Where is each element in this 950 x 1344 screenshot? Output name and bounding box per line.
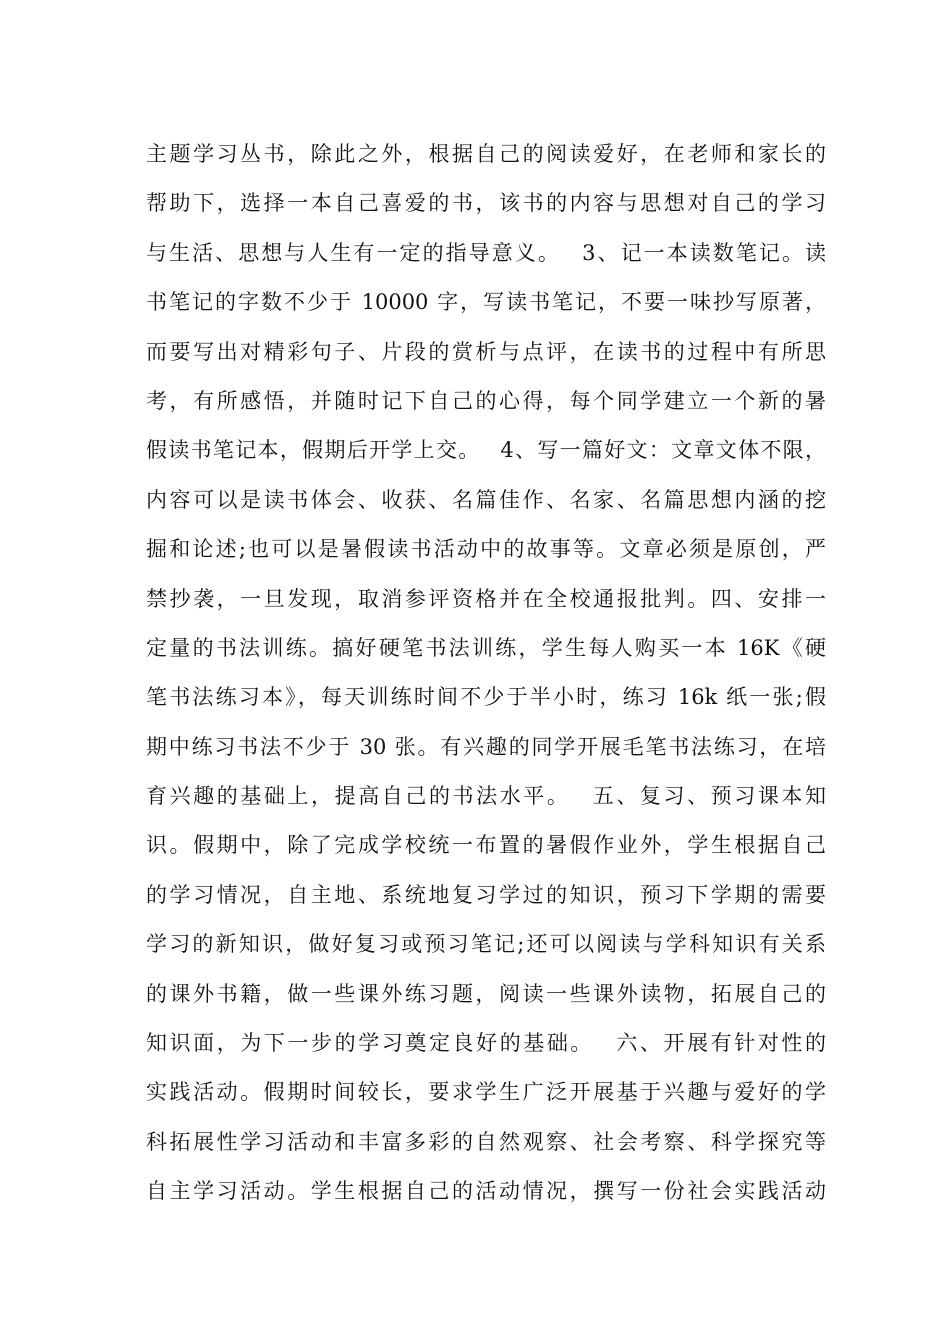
body-text — [146, 130, 826, 1217]
text-line: 而要写出对精彩句子、片段的赏析与点评，在读书的过程中有所思 — [146, 339, 826, 364]
text-line: 笔书法练习本》，每天训练时间不少于半小时，练习 16k 纸一张;假 — [146, 685, 826, 710]
text-line: 假读书笔记本，假期后开学上交。 4、写一篇好文：文章文体不限， — [146, 438, 826, 463]
text-line: 识。假期中，除了完成学校统一布置的暑假作业外，学生根据自己 — [146, 833, 826, 858]
text-line: 禁抄袭，一旦发现，取消参评资格并在全校通报批判。四、安排一 — [146, 586, 826, 611]
text-line: 知识面，为下一步的学习奠定良好的基础。 六、开展有针对性的 — [146, 1031, 826, 1056]
text-line: 学习的新知识，做好复习或预习笔记;还可以阅读与学科知识有关系 — [146, 932, 826, 957]
text-line: 科拓展性学习活动和丰富多彩的自然观察、社会考察、科学探究等 — [146, 1129, 826, 1154]
text-line: 与生活、思想与人生有一定的指导意义。 3、记一本读数笔记。读 — [146, 240, 826, 265]
text-line: 考，有所感悟，并随时记下自己的心得，每个同学建立一个新的暑 — [146, 388, 826, 413]
text-line: 掘和论述;也可以是暑假读书活动中的故事等。文章必须是原创，严 — [146, 537, 826, 562]
text-line: 定量的书法训练。搞好硬笔书法训练，学生每人购买一本 16K《硬 — [146, 635, 826, 660]
text-line: 的课外书籍，做一些课外练习题，阅读一些课外读物，拓展自己的 — [146, 981, 826, 1006]
text-line: 自主学习活动。学生根据自己的活动情况，撰写一份社会实践活动 — [146, 1179, 826, 1204]
text-line: 育兴趣的基础上，提高自己的书法水平。 五、复习、预习课本知 — [146, 784, 826, 809]
text-line: 主题学习丛书，除此之外，根据自己的阅读爱好，在老师和家长的 — [146, 142, 826, 166]
text-line: 实践活动。假期时间较长，要求学生广泛开展基于兴趣与爱好的学 — [146, 1080, 826, 1105]
text-line: 内容可以是读书体会、收获、名篇佳作、名家、名篇思想内涵的挖 — [146, 487, 826, 512]
text-line: 帮助下，选择一本自己喜爱的书，该书的内容与思想对自己的学习 — [146, 191, 826, 216]
text-line: 期中练习书法不少于 30 张。有兴趣的同学开展毛笔书法练习，在培 — [146, 734, 826, 759]
text-line: 的学习情况，自主地、系统地复习学过的知识，预习下学期的需要 — [146, 882, 826, 907]
text-line: 书笔记的字数不少于 10000 字，写读书笔记，不要一味抄写原著， — [146, 290, 826, 315]
